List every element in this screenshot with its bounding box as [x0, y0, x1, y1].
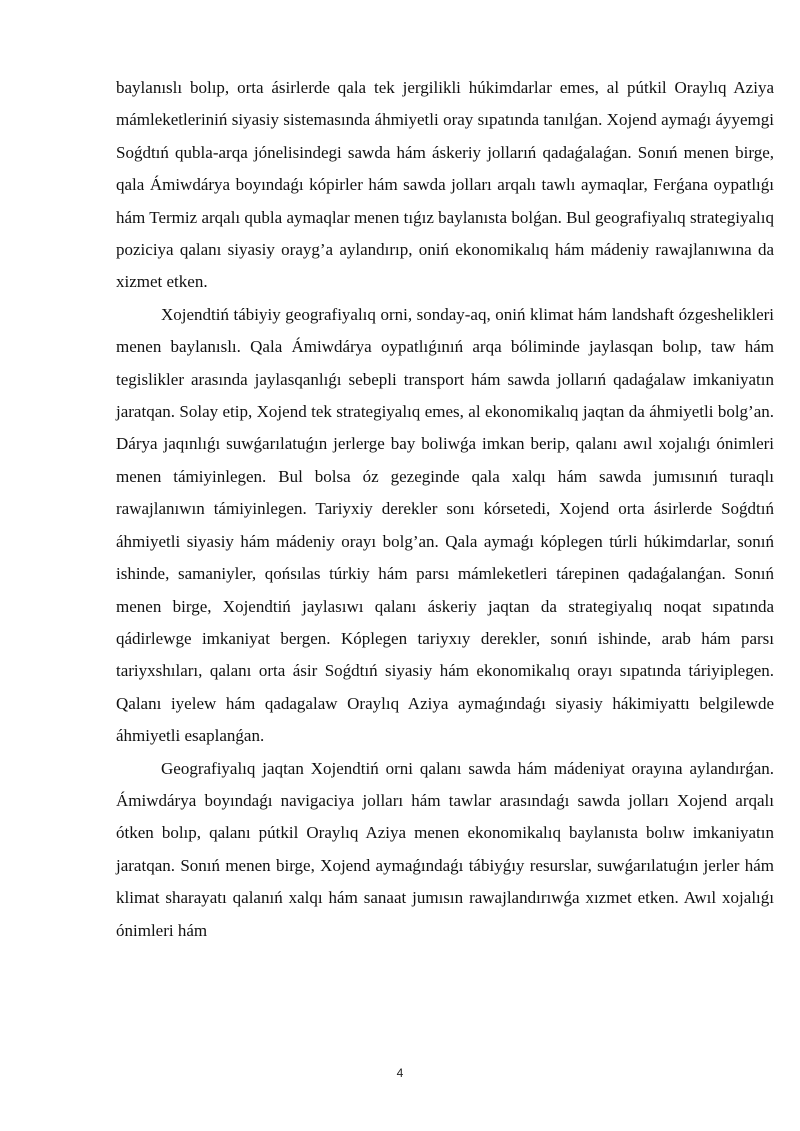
body-text: [116, 72, 774, 947]
paragraph-1: baylanıslı bolıp, orta ásirlerde qala tek jergilikli húkimdarlar emes, al pútkil Oraylıq Aziya mámleketleriniń siyasiy sistemasında áhmiyetli oray sıpatında tanılǵan. Xojend aymaǵı áyyemgi Soǵdtıń qubla-arqa jónelisindegi sawda hám áskeriy jollarıń qadaǵalaǵan. Sonıń menen birge, qala Ámiwdárya boyındaǵı kópirler hám sawda jolları arqalı tawlı aymaqlar, Ferǵana oypatlıǵı hám Termiz arqalı qubla aymaqlar menen tıǵız baylanısta bolǵan. Bul geografiyalıq strategiyalıq poziciya qalanı siyasiy orayg’a aylandırıp, oniń ekonomikalıq hám mádeniy rawajlanıwına da xizmet etken.: [116, 78, 774, 292]
paragraph-3: Geografiyalıq jaqtan Xojendtiń orni qalanı sawda hám mádeniyat orayına aylandırǵan. Ámiwdárya boyındaǵı navigaciya jolları hám tawlar arasındaǵı sawda jolları Xojend arqalı ótken bolıp, qalanı pútkil Oraylıq Aziya menen ekonomikalıq baylanısta bolıw imkaniyatın jaratqan. Sonıń menen birge, Xojend aymaǵındaǵı tábiyǵıy resurslar, suwǵarılatuǵın jerler hám klimat sharayatı qalanıń xalqı hám sanaat jumısın rawajlandırıwǵa xızmet etken. Awıl xojalıǵı ónimleri hám: [116, 758, 774, 940]
page-number: 4: [396, 1066, 404, 1080]
paragraph-2: Xojendtiń tábiyiy geografiyalıq orni, sonday-aq, oniń klimat hám landshaft ózgeshelikleri menen baylanıslı. Qala Ámiwdárya oypatlıǵınıń arqa bóliminde jaylasqan bolıp, taw hám tegislikler arasında jaylasqanlıǵı sebepli transport hám sawda jollarıń qadaǵalaw imkaniyatın jaratqan. Solay etip, Xojend tek strategiyalıq emes, al ekonomikalıq jaqtan da áhmiyetli bolg’an. Dárya jaqınlıǵı suwǵarılatuǵın jerlerge bay boliwǵa imkan berip, qalanı awıl xojalıǵı ónimleri menen támiyinlegen. Bul bolsa óz gezeginde qala xalqı hám sawda jumısınıń turaqlı rawajlanıwın támiyinlegen. Tariyxiy derekler sonı kórsetedi, Xojend orta ásirlerde Soǵdtıń áhmiyetli siyasiy hám mádeniy orayı bolg’an. Qala aymaǵı kóplegen túrli húkimdarlar, sonıń ishinde, samaniyler, qońsılas túrkiy hám parsı mámleketleri tárepinen qadaǵalanǵan. Sonıń menen birge, Xojendtiń jaylasıwı qalanı áskeriy jaqtan da strategiyalıq noqat sıpatında qádirlewge imkaniyat bergen. Kóplegen tariyxıy derekler, sonıń ishinde, arab hám parsı tariyxshıları, qalanı orta ásir Soǵdtıń siyasiy hám ekonomikalıq orayı sıpatında táriyiplegen. Qalanı iyelew hám qadagalaw Oraylıq Aziya aymaǵındaǵı siyasiy hákimiyattı belgilewde áhmiyetli esaplanǵan.: [116, 304, 774, 746]
